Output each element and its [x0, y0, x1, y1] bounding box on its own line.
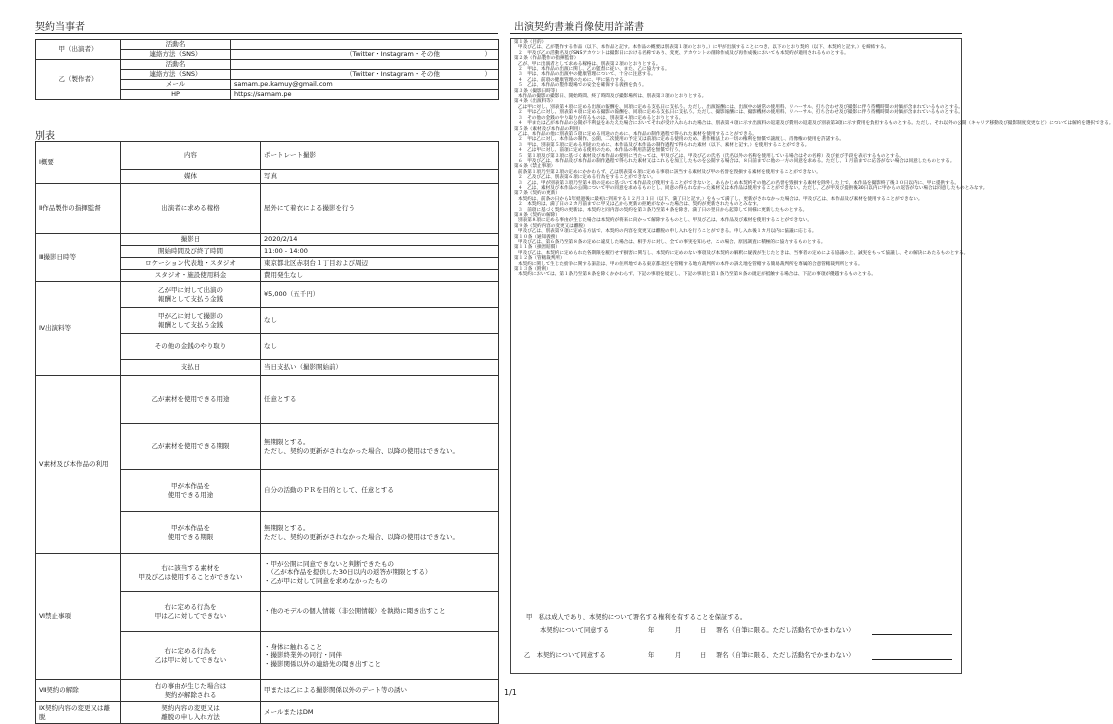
party-field-label: 活動名 [121, 40, 231, 50]
beppyo-label: 右に定める行為を 甲は乙に対してできない [121, 592, 261, 632]
beppyo-label: 乙が甲に対して出演の 報酬として支払う金銭 [121, 282, 261, 308]
otsu-signature-label: 署名（自筆に限る、ただし活動名でかまわない） [716, 652, 855, 659]
party-table [35, 39, 499, 100]
beppyo-label: 甲が乙に対して撮影の 報酬として支払う金銭 [121, 308, 261, 334]
article-text: 甲及び乙は、第６条乃至第８条の定めに違反した場合は、相手方に対し、全ての事実を知らせ、この場合、原因調査に積極的に協力するものとする。 [518, 240, 826, 246]
beppyo-row [36, 554, 499, 592]
beppyo-label: 媒体 [121, 170, 261, 184]
party-field-value[interactable] [231, 40, 499, 50]
beppyo-label: 内容 [121, 142, 261, 170]
beppyo-label: 乙が素材を使用できる用途 [121, 376, 261, 424]
beppyo-value[interactable]: ¥5,000（五千円） [261, 282, 499, 308]
article-text: 前条第１項乃至第２項の定めにかかわらず、乙は別表第６項に定める事項に該当する素材及び甲の名誉を毀損する素材を使用することができない。 [518, 169, 821, 175]
party-hp-value[interactable]: https://samam.pe [231, 90, 499, 100]
beppyo-section: Ⅲ撮影日時等 [36, 234, 121, 282]
contract-title-rule [510, 33, 962, 34]
party-row [36, 40, 499, 50]
beppyo-value[interactable]: なし [261, 308, 499, 334]
beppyo-section: Ⅰ概要 [36, 142, 121, 184]
article-heading: 第６条（禁止事項） [514, 164, 556, 170]
article-heading: 第４条（出演料等） [514, 99, 556, 105]
article-text: ３ 乙は、甲が別表第３項乃至第４項の定めに基づいて本作品及び使用することができないと、あらかじめ本契約その他乙の名誉を毀損する素材を除外した上で、本作品を撮影終了後３０日以内に、甲に提供する。 [518, 180, 959, 186]
party-otsu-label: 乙（製作者） [36, 60, 121, 100]
beppyo-value[interactable]: メールまたはDM [261, 702, 499, 724]
contract-body [510, 38, 1113, 674]
party-field-label: メール [121, 80, 231, 90]
article-text: ３ 甲は、本作品の出演中の健康管理について、十分に注意する。 [518, 72, 656, 78]
beppyo-value[interactable]: 無期限とする。 ただし、契約の更新がされなかった場合、以降の使用はできない。 [261, 424, 499, 470]
beppyo-section: Ⅶ契約の解除 [36, 680, 121, 702]
article-text: 本作品の撮影の撮影日、開始時間、終了時間及び撮影場所は、別表第３項のとおりとする。 [518, 94, 707, 100]
kou-agree: 本契約について同意する [540, 627, 610, 634]
kou-year-label: 年 [648, 627, 655, 634]
beppyo-value[interactable]: ポートレート撮影 [261, 142, 499, 170]
otsu-year-label: 年 [648, 652, 655, 659]
beppyo-label: 右に定める行為を 乙は甲に対してできない [121, 632, 261, 680]
article-text: 本契約は、前条の日から1年経過後に最初に到来する１２月３１日（以下、満了日と記す。）をもって満了し、更新がされなかった場合は、甲及び乙は、本作品及び素材を使用することができない。 [518, 196, 923, 202]
article-heading: 第５条（素材及び本作品の利用） [514, 126, 583, 132]
beppyo-value[interactable]: ・甲が公開に同意できないと判断できたもの （乙が本作品を提供した30日以内の返答が期限とする） ・乙が甲に対して同意を求めなかったもの [261, 554, 499, 592]
party-row [36, 60, 499, 70]
party-contact-value[interactable] [231, 70, 499, 80]
party-field-label: HP [121, 90, 231, 100]
beppyo-section: Ⅸ契約内容の変更又は離 脱 [36, 702, 121, 724]
article-text: 本契約においては、第１条乃至第８条を除くかかわらず、下記の事項を規定し、下記の事項と第１条乃至第８条の規定が抵触する場合は、下記の事項が優越するものとする。 [518, 272, 876, 278]
article-text: ６ 甲及び乙は、本作品及び本作品の制作過程で得られた素材又はこれらを加工したものを公開する場合は、８日前までに他の一方の同意を求める。ただし、１月前までに応答がない場合は同意したものとする。 [518, 158, 955, 164]
contact-close: ） [484, 50, 491, 59]
article-text: 乙は、本作品の他に別表第５項に定める用途のために、本作品の制作過程で得られた素材を使用することができる。 [518, 131, 757, 137]
article-text: ５ 第１項及び第３項に基づく素材及び本作品の使用に当たっては、甲及び乙は、甲及び乙の氏名（氏名以外の名称を使用している場合はその名称）及び並び手段を表示するものとする。 [518, 153, 904, 159]
article-text: 別表第８項に定める事由が生じた場合は本契約が将来に向かって解除するものとし、甲及び乙は、本作品及び素材を使用することができない。 [518, 218, 813, 224]
article-heading: 第１条（目的） [514, 40, 547, 45]
kou-signature-line[interactable] [872, 634, 952, 635]
beppyo-row [36, 680, 499, 702]
beppyo-value[interactable]: 費用発生なし [261, 270, 499, 282]
beppyo-label: 右に該当する素材を 甲及び乙は使用することができない [121, 554, 261, 592]
article-text: 甲及び乙は、別表第９項に定める方法で、本契約の内容を変更又は離脱の申し入れを行うことができる。申し入れ後１カ月以内に協議に応じる。 [518, 229, 817, 235]
beppyo-value[interactable]: 屋外にて着衣による撮影を行う [261, 184, 499, 234]
beppyo-section: Ⅳ出演料等 [36, 282, 121, 376]
party-field-label: 連絡方法（SNS） [121, 70, 231, 80]
otsu-month-label: 月 [675, 652, 682, 659]
contact-hint: （Twitter・Instagram・その他 [346, 50, 440, 59]
article-text: ２ 甲は乙に対し、本作品の制作、公開、二次使用の予定又は前項に定める使用のため、著作権法上の一切の権利を無償で譲渡し、肖像権の使用を許諾する。 [518, 137, 844, 143]
beppyo-table [35, 141, 499, 724]
beppyo-value[interactable]: 任意とする [261, 376, 499, 424]
beppyo-value[interactable]: 自分の活動のＰＲを目的として、任意とする [261, 470, 499, 512]
beppyo-value[interactable]: なし [261, 334, 499, 360]
beppyo-label: 出演者に求める稼格 [121, 184, 261, 234]
contact-hint: （Twitter・Instagram・その他 [346, 70, 440, 79]
article-text: ５ 乙は、本作品の製作現場での安全を確保する義務を負う。 [518, 83, 647, 89]
contact-close: ） [484, 70, 491, 79]
article-heading: 第１２条（管轄裁判所） [514, 256, 565, 262]
beppyo-section: Ⅴ素材及び本作品の利用 [36, 376, 121, 554]
beppyo-label: 撮影日 [121, 234, 261, 246]
party-title: 契約当事者 [35, 22, 85, 33]
beppyo-section: Ⅱ作品製作の指揮監督 [36, 184, 121, 234]
article-heading: 第１０条（通知義務） [514, 234, 560, 240]
beppyo-label: その他の金銭のやり取り [121, 334, 261, 360]
beppyo-label: 支払日 [121, 360, 261, 376]
beppyo-label: スタジオ・施設使用料金 [121, 270, 261, 282]
article-text: ２ 甲は、本作品の出演に関し、乙の監督に従い、また、乙に協力する。 [518, 67, 670, 73]
beppyo-label: 甲が本作品を 使用できる用途 [121, 470, 261, 512]
beppyo-label: 乙が素材を使用できる期限 [121, 424, 261, 470]
otsu-signature-line[interactable] [872, 659, 952, 660]
article-text: ４ 乙は、前項の健康管理のために、甲に協力する。 [518, 77, 629, 83]
otsu-agree: 乙 本契約について同意する [524, 652, 606, 659]
beppyo-value[interactable]: 当日支払い（撮影開始前） [261, 360, 499, 376]
article-heading: 第１１条（損害賠償） [514, 245, 560, 251]
beppyo-row [36, 234, 499, 246]
beppyo-label: 契約内容の変更又は 離脱の申し入れ方法 [121, 702, 261, 724]
beppyo-value[interactable]: 写真 [261, 170, 499, 184]
article-heading: 第７条（契約の更新） [514, 191, 560, 197]
article-heading: 第２条（作品製作の指揮監督） [514, 56, 579, 62]
article-text: 甲及び乙は、本契約に定められた各期限を履行せず損害に関与し、本契約に定めのない事項及び本契約の解釈に疑義が生じたときは、当事者の定めによる協議の上、誠実をもって協議し、その解決にあたるものとする。 [518, 250, 969, 256]
party-mail-value[interactable]: samam.pe.kamuy@gmail.com [231, 80, 499, 90]
beppyo-label: 甲が本作品を 使用できる期限 [121, 512, 261, 554]
article-heading: 第１３条（附則） [514, 267, 551, 273]
beppyo-title: 別表 [35, 131, 55, 142]
article-heading: 第８条（契約の解除） [514, 213, 560, 218]
article-text: 乙は甲に対し、別表第４項に定める出演の報酬を、同項に定める支払日に支払う。ただし、出演報酬には、出演中の通常の使用料、リハーサル、打ち合わせ及び撮影に伴う待機時間の対価が含まれているものとする。 [518, 104, 963, 110]
party-field-value[interactable] [231, 60, 499, 70]
beppyo-value[interactable]: 東京都北区赤羽台１丁目および周辺 [261, 258, 499, 270]
contract-title: 出演契約書兼肖像使用許諾書 [514, 22, 644, 33]
article-heading: 第９条（契約内容の変更又は離脱） [514, 223, 588, 229]
article-text: ２ 甲及び乙の活動名及びSNSアカウントは撮影日における名称であり、変更、アカウントの削除作成及び再作成後においても本契約が適用されるものとする。 [518, 50, 849, 56]
article-text: ４ 甲または乙が本作品の公開が不利益をあたえた場合においてそれが受け入れられた場合は、別表第４項に示す出演料の返還及び費用の返還及び別表第3項に示す費用を負担するものとする。ただし、それ以外の公開（キャリア移動及び撮影制度変更など）については解約を選択できる。 [518, 121, 1113, 127]
article-text: ２ 甲は乙に対し、別表第４項に定める撮影の報酬を、同項に定める支払日に支払う。ただし、撮影報酬には、撮影機材の使用料、リハーサル、打ち合わせ及び撮影に伴う待機時間の対価が含まれているものとする。 [518, 110, 963, 116]
article-text: ３ その他の金銭のやり取りが有るものは、別表第４項に定めるとおりとする。 [518, 115, 684, 121]
kou-month-label: 月 [675, 627, 682, 634]
beppyo-label: 右の事由が生じた場合は 契約が解除される [121, 680, 261, 702]
beppyo-label: 開始時間及び終了時間 [121, 246, 261, 258]
article-text: 本契約に関して生じた紛争に関する訴訟は、甲の住所地である東京都北区を管轄する地方裁判所の本件の訴え地を管轄する簡易裁判所を専属的合意管轄裁判所とする。 [518, 261, 863, 267]
article-text: ３ 前項に基づく契約の更新は、本契約と同内容の契約を第３条乃至第４条を除き、満了日の翌日から起算して同様に更新したものとする。 [518, 207, 808, 213]
party-title-rule [35, 33, 498, 34]
party-contact-value[interactable] [231, 50, 499, 60]
kou-note: 甲 私は成人であり、本契約について署名する権利を有することを保証する。 [526, 614, 747, 621]
article-text: 乙が、甲に出演者として求める稼格は、別表第２項のとおりとする。 [518, 61, 661, 67]
beppyo-value[interactable]: 2020/2/14 [261, 234, 499, 246]
beppyo-row [36, 702, 499, 724]
article-text: ３ 甲は、別表第５項に定める用途のために、本作品及び本作品の制作過程で得られた素材（以下、素材と記す。）を使用することができる。 [518, 142, 810, 148]
beppyo-value[interactable]: ・身体に触れること ・撮影終業外の同行・同伴 ・撮影関係以外の連絡先の聞き出すこと [261, 632, 499, 680]
otsu-day-label: 日 [700, 652, 707, 659]
article-text: ２ 乙及び乙は、別表第６項に定める行為をすることができない。 [518, 175, 656, 181]
article-text: ４ 乙は、素材及び本作品の公開について甲の同意を求めるものとし、同意の得られなかった素材又は本作品は使用することができない。ただし、乙が甲及び提供後30日以内に甲からの返答がない場合は同意したものとみなす。 [518, 185, 988, 191]
article-text: ４ 乙は甲に対し、前項に定める使用のため、本作品の利用許諾を無償で行う。 [518, 148, 684, 154]
article-text: 甲及び乙は、乙が製作する作品（以下、本作品と記す。本作品の概要は別表第１項のとおり。）に甲が出演することにつき、以下のとおり契約（以下、本契約と記す。）を締結する。 [518, 45, 890, 51]
beppyo-value[interactable]: 無期限とする。 ただし、契約の更新がされなかった場合、以降の使用はできない。 [261, 512, 499, 554]
beppyo-value[interactable]: 11:00 - 14:00 [261, 246, 499, 258]
party-kou-label: 甲（出演者） [36, 40, 121, 60]
page-footer: 1/1 [504, 688, 517, 697]
beppyo-row [36, 282, 499, 308]
beppyo-value[interactable]: 甲または乙による撮影関係以外のデート等の誘い [261, 680, 499, 702]
article-heading: 第３条（撮影日時等） [514, 88, 560, 94]
beppyo-row [36, 376, 499, 424]
article-text: ２ 本契約は、満了日の２カ月前までに甲又は乙から更新の拒絶がなかった場合は、契約が更新されたものとみなす。 [518, 202, 762, 208]
kou-signature-label: 署名（自筆に限る。ただし活動名でかまわない） [716, 627, 855, 634]
beppyo-label: ロケーション代表地・スタジオ [121, 258, 261, 270]
beppyo-section: Ⅵ禁止事項 [36, 554, 121, 680]
beppyo-row [36, 184, 499, 234]
kou-day-label: 日 [700, 627, 707, 634]
beppyo-row [36, 142, 499, 170]
beppyo-value[interactable]: ・他のモデルの個人情報（非公開情報）を執拗に聞き出すこと [261, 592, 499, 632]
party-field-label: 連絡方法（SNS） [121, 50, 231, 60]
party-field-label: 活動名 [121, 60, 231, 70]
